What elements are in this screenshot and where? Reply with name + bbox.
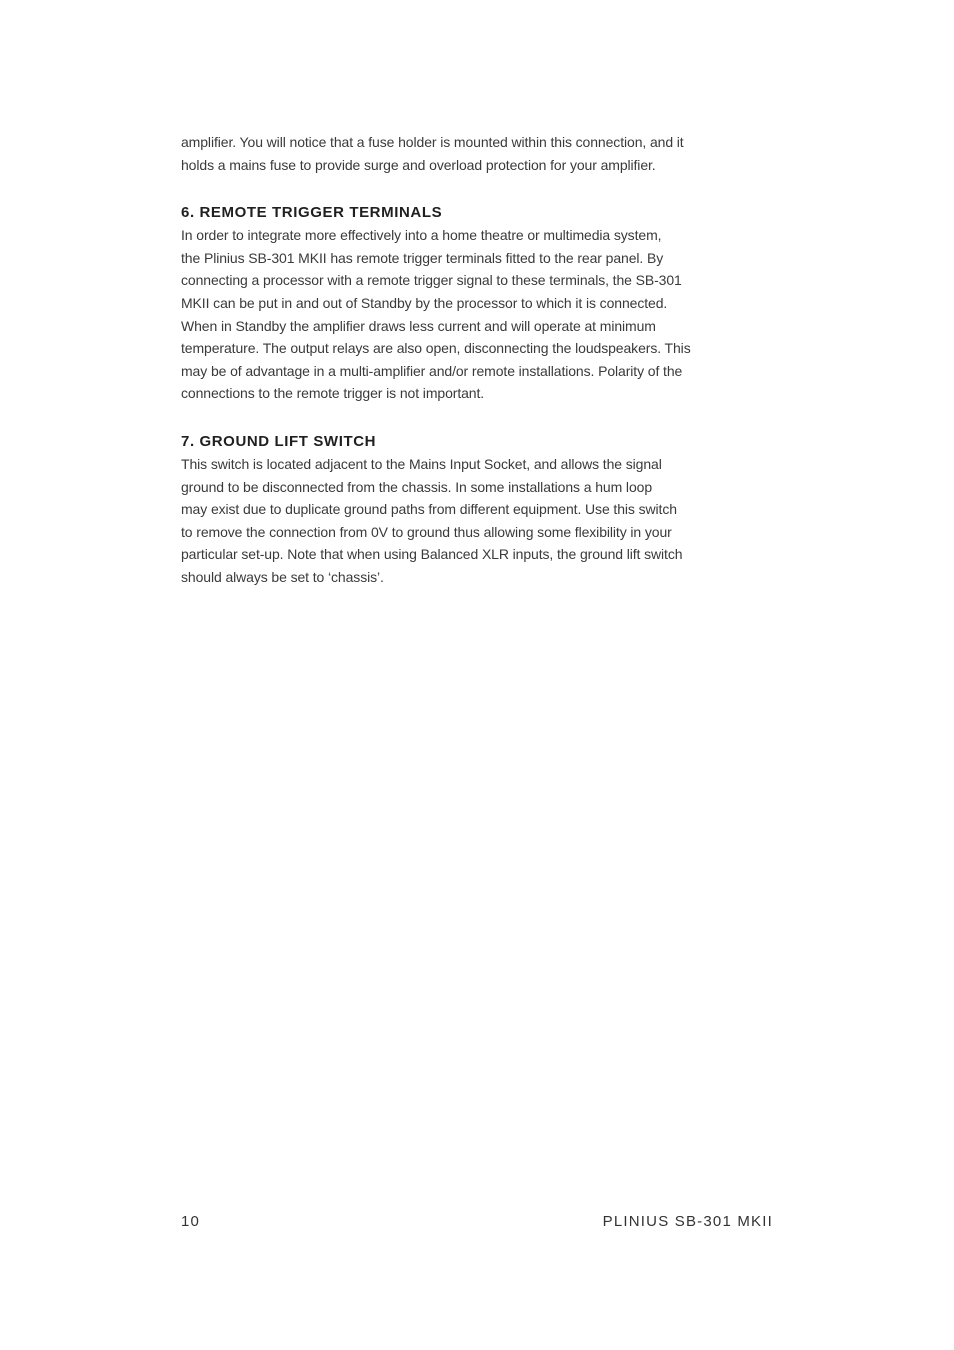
paragraph-line: should always be set to ‘chassis’. [181,568,384,585]
section-remote-trigger [181,202,781,405]
paragraph-line: may exist due to duplicate ground paths from different equipment. Use this switch [181,501,677,518]
paragraph-line: particular set-up. Note that when using Balanced XLR inputs, the ground lift switch [181,546,683,563]
paragraph-line: to remove the connection from 0V to ground thus allowing some flexibility in your [181,523,672,540]
footer-product-title: PLINIUS SB-301 MKII [602,1213,773,1230]
paragraph-line: ground to be disconnected from the chassis. In some installations a hum loop [181,478,653,495]
paragraph-line: amplifier. You will notice that a fuse holder is mounted within this connection, and it [181,134,684,150]
section-ground-lift [181,431,781,589]
page-content [181,131,781,589]
paragraph-line: temperature. The output relays are also open, disconnecting the loudspeakers. This [181,340,691,357]
section-paragraph [181,453,781,589]
paragraph-line: may be of advantage in a multi-amplifier and/or remote installations. Polarity of the [181,362,683,379]
page-number: 10 [181,1213,201,1230]
paragraph-line: When in Standby the amplifier draws less current and will operate at minimum [181,317,656,334]
paragraph-line: In order to integrate more effectively into a home theatre or multimedia system, [181,227,662,244]
section-paragraph [181,224,781,405]
paragraph-line: connections to the remote trigger is not important. [181,385,485,402]
paragraph-line: connecting a processor with a remote trigger signal to these terminals, the SB-301 [181,272,682,289]
paragraph-line: the Plinius SB-301 MKII has remote trigger terminals fitted to the rear panel. By [181,249,664,266]
intro-paragraph [181,131,781,176]
section-heading: 6. REMOTE TRIGGER TERMINALS [181,204,443,222]
section-heading: 7. GROUND LIFT SWITCH [181,432,377,450]
paragraph-line: This switch is located adjacent to the Mains Input Socket, and allows the signal [181,455,662,472]
paragraph-line: MKII can be put in and out of Standby by the processor to which it is connected. [181,294,668,311]
paragraph-line: holds a mains fuse to provide surge and overload protection for your amplifier. [181,156,656,173]
